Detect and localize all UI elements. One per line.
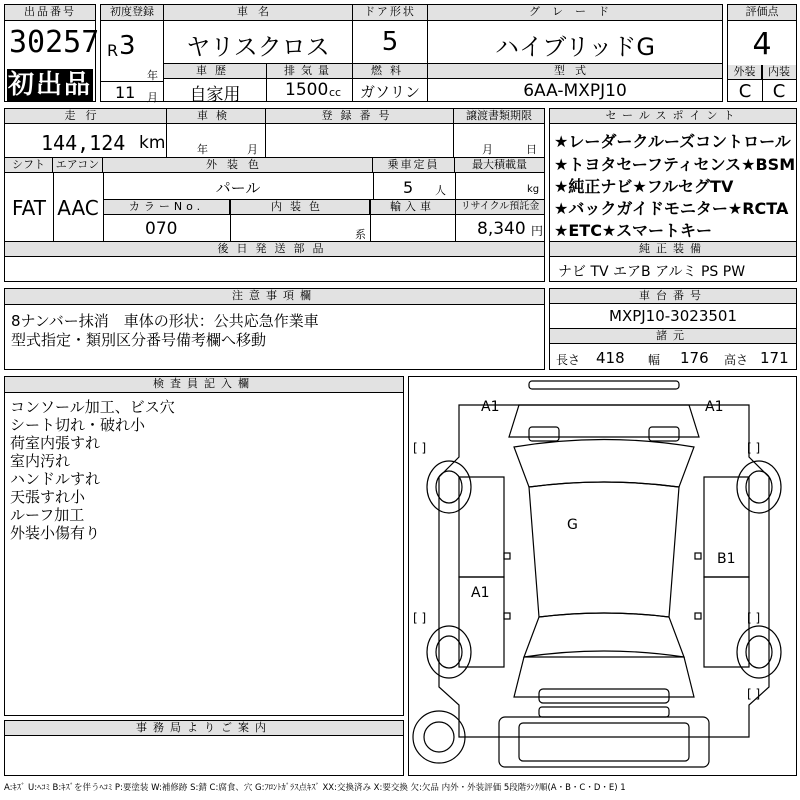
fuel-label: 燃料: [353, 64, 427, 79]
legend-footer: A:ｷｽﾞ U:ﾍｺﾐ B:ｷｽﾞを伴うﾍｺﾐ P:要塗装 W:補修跡 S:錆 C:腐食、穴 G:ﾌﾛﾝﾄｶﾞﾗｽ点ｷｽﾞ XX:交換済み X:要交換 欠:欠品 内外・外装評価 5段階ﾗﾝｸ順(A・B・C・D・E) 1: [4, 783, 626, 793]
ac-label: エアコン: [53, 158, 103, 173]
sales-points-label: セールスポイント: [550, 109, 796, 124]
sales-points-box: [549, 108, 797, 242]
inspection-box: [166, 108, 266, 158]
car-name-box: [163, 4, 353, 64]
capacity-label: 乗車定員: [373, 158, 455, 173]
year-unit: 年: [147, 69, 158, 82]
transfer-day-unit: 日: [526, 143, 537, 156]
car-name: ヤリスクロス: [186, 33, 330, 61]
era-letter: R: [107, 41, 119, 60]
door-value: 5: [381, 27, 399, 57]
max-load-unit: kg: [527, 184, 540, 195]
import-label: 輸入車: [370, 200, 455, 215]
note-line: 8ナンバー抹消 車体の形状：公共応急作業車: [11, 312, 319, 330]
color-number-label: カラーNo.: [104, 200, 230, 215]
chassis-label: 車台番号: [550, 289, 796, 304]
first-listing-badge: 初出品: [7, 70, 92, 100]
bracket-right: [ ]: [747, 441, 761, 455]
grade-box: [427, 4, 723, 64]
displacement-box: [266, 63, 353, 102]
interior-label: 内装: [762, 65, 796, 80]
shift-value: FAT: [11, 196, 46, 220]
capacity-value: 5: [403, 178, 414, 197]
interior-score: C: [772, 81, 786, 102]
history-label: 車歴: [164, 64, 266, 79]
bracket-left-mid: [ ]: [413, 611, 427, 625]
chassis-number: MXPJ10-3023501: [609, 307, 737, 325]
displacement-unit: cc: [329, 86, 342, 99]
genuine-equipment-box: [549, 241, 797, 282]
office-label: 事務局よりご案内: [5, 721, 403, 736]
height-label: 高さ: [724, 353, 749, 367]
fuel-box: [352, 63, 428, 102]
model-box: [427, 63, 723, 102]
note-line: 型式指定・類別区分番号備考欄へ移動: [11, 331, 267, 349]
damage-diagram: [408, 376, 797, 776]
door-label: ドア形状: [353, 5, 427, 21]
ac-value: AAC: [57, 196, 99, 220]
inspection-month-unit: 月: [247, 143, 258, 156]
score-label: 評価点: [728, 5, 796, 21]
mileage-unit: km: [139, 133, 166, 153]
first-reg-year: 3: [119, 31, 136, 61]
interior-color-label: 内装色: [230, 200, 370, 215]
inspector-line: 外装小傷有り: [10, 524, 101, 542]
first-registration-label: 初度登録: [101, 5, 163, 21]
damage-mark-front-left: A1: [481, 399, 500, 415]
mileage-label: 走行: [5, 109, 166, 124]
sales-point-line: ★ETC★スマートキー: [554, 221, 712, 240]
recycle-value: 8,340: [477, 219, 526, 239]
car-diagram-svg: [409, 377, 796, 775]
height-value: 171: [760, 349, 789, 367]
inspector-line: コンソール加工、ビス穴: [10, 398, 175, 416]
length-label: 長さ: [556, 353, 581, 367]
lot-number: 30257: [9, 25, 100, 60]
inspection-year-unit: 年: [197, 143, 208, 156]
exterior-color-value: パール: [215, 179, 261, 197]
specs-label: 諸元: [550, 329, 796, 344]
score-box: [727, 4, 797, 102]
transfer-deadline-label: 譲渡書類期限: [454, 109, 544, 124]
genuine-equipment-value: ナビ TV エアB アルミ PS PW: [558, 264, 746, 280]
bracket-right-mid: [ ]: [747, 611, 761, 625]
grade-label: グレード: [428, 5, 722, 21]
history-box: [163, 63, 267, 105]
lot-box: [4, 4, 100, 102]
transfer-deadline-box: [453, 108, 545, 158]
notes-label: 注意事項欄: [5, 289, 544, 305]
notes-box: [4, 288, 545, 370]
max-load-label: 最大積載量: [455, 158, 544, 173]
genuine-equipment-label: 純正装備: [550, 242, 796, 257]
inspector-line: シート切れ・破れ小: [10, 416, 146, 434]
spec-grid: [4, 157, 545, 242]
car-name-label: 車名: [164, 5, 352, 21]
width-value: 176: [680, 349, 709, 367]
bracket-right-bottom: [ ]: [747, 687, 761, 701]
length-value: 418: [596, 349, 625, 367]
history-value: 自家用: [189, 85, 241, 105]
inspector-line: ハンドルすれ: [10, 470, 101, 488]
sales-point-line: ★レーダークルーズコントロール: [554, 132, 791, 151]
later-parts-label: 後日発送部品: [5, 242, 544, 257]
exterior-label: 外装: [728, 65, 762, 80]
month-unit: 月: [147, 91, 158, 104]
score-value: 4: [752, 27, 772, 62]
sales-point-line: ★純正ナビ★フルセグTV: [554, 177, 734, 196]
inspector-line: 天張すれ小: [10, 488, 86, 506]
damage-mark-left-rear-door: A1: [471, 585, 490, 601]
displacement-label: 排気量: [267, 64, 352, 79]
sales-point-line: ★バックガイドモニター★RCTA: [554, 199, 789, 218]
fuel-value: ガソリン: [359, 83, 420, 101]
exterior-score: C: [738, 81, 752, 102]
shift-label: シフト: [5, 158, 53, 173]
first-reg-month: 11: [115, 83, 136, 102]
chassis-box: [549, 288, 797, 370]
exterior-color-label: 外装色: [103, 158, 373, 173]
office-box: [4, 720, 404, 776]
damage-mark-right-rear-door: B1: [717, 551, 736, 567]
registration-number-box: [265, 108, 454, 158]
door-box: [352, 4, 428, 64]
width-label: 幅: [648, 353, 661, 367]
mileage-value: 144,124: [41, 131, 126, 155]
lot-label: 出品番号: [5, 5, 95, 21]
first-registration-box: [100, 4, 164, 102]
color-number-value: 070: [145, 219, 178, 239]
bracket-left: [ ]: [413, 441, 427, 455]
recycle-unit: 円: [531, 224, 544, 238]
capacity-unit: 人: [435, 184, 446, 197]
inspector-box: [4, 376, 404, 716]
recycle-label: リサイクル預託金: [456, 200, 544, 215]
damage-mark-front-right: A1: [705, 399, 724, 415]
interior-color-unit: 系: [355, 228, 366, 241]
later-parts-box: [4, 241, 545, 282]
registration-number-label: 登録番号: [266, 109, 453, 124]
inspector-line: ルーフ加工: [10, 506, 85, 524]
inspector-line: 室内汚れ: [10, 452, 71, 470]
grade-value: ハイブリッドG: [495, 33, 655, 61]
inspector-label: 検査員記入欄: [5, 377, 403, 393]
damage-mark-windshield: G: [567, 517, 578, 533]
inspector-line: 荷室内張すれ: [10, 434, 101, 452]
sales-point-line: ★トヨタセーフティセンス★BSM: [554, 155, 796, 174]
displacement-value: 1500: [285, 80, 329, 100]
transfer-month-unit: 月: [482, 143, 493, 156]
inspection-label: 車検: [167, 109, 265, 124]
mileage-box: [4, 108, 167, 158]
model-value: 6AA-MXPJ10: [523, 81, 627, 101]
model-label: 型式: [428, 64, 722, 79]
